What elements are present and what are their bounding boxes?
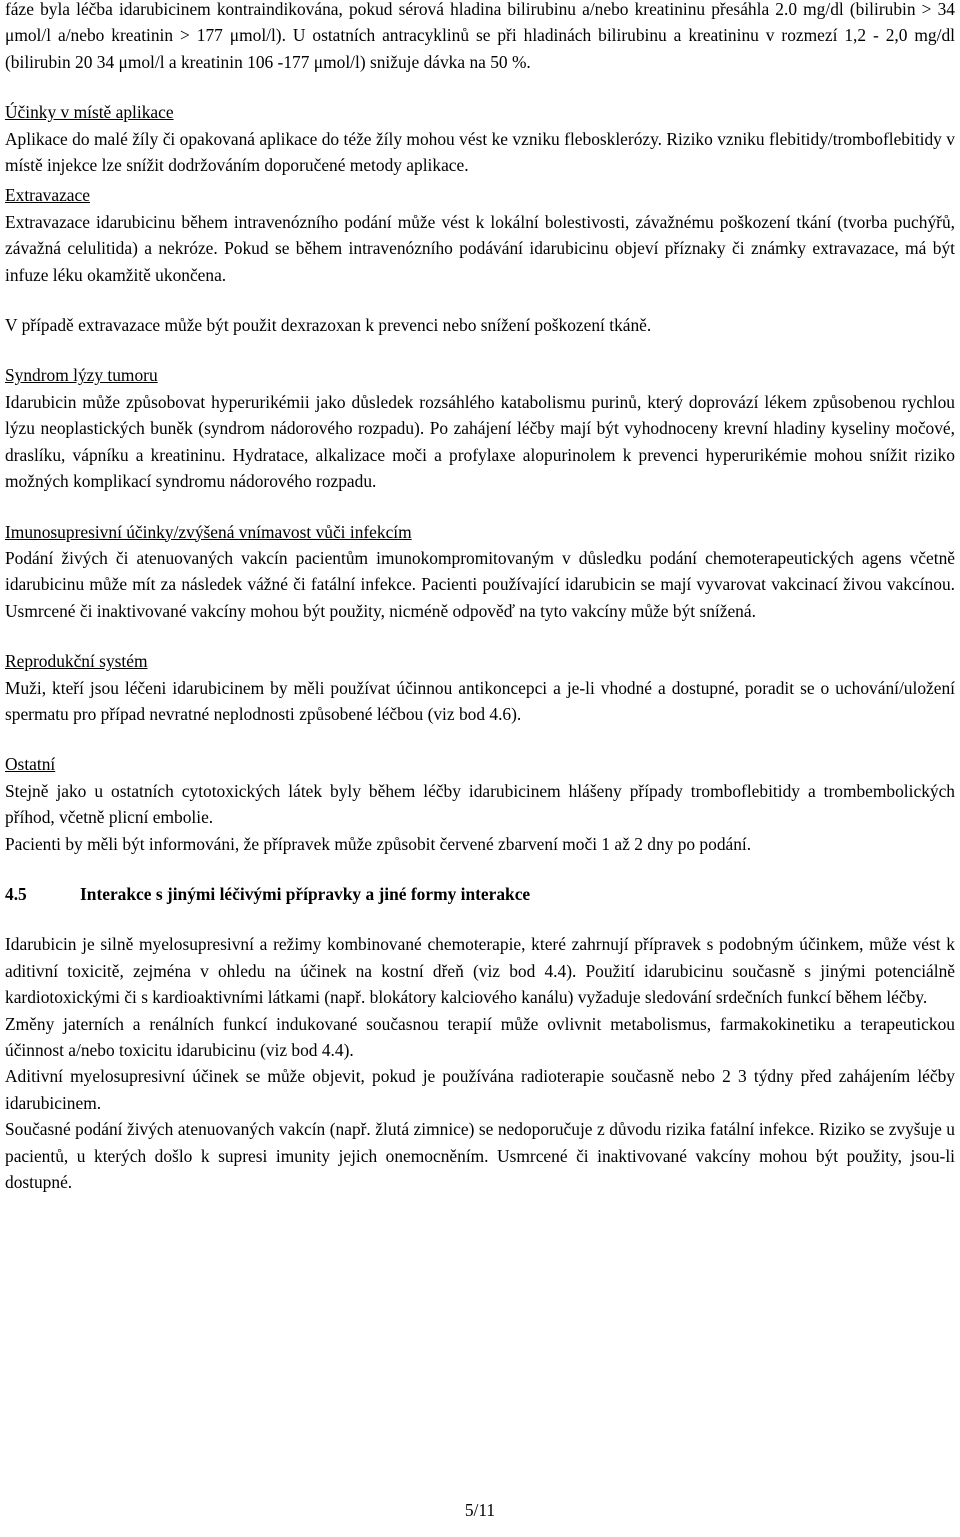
- paragraph-tumor-lysis: Idarubicin může způsobovat hyperurikémii jako důsledek rozsáhlého katabolismu purinů, který doprovází lékem způsobenou rychlou lýzu neoplastických buněk (syndrom nádorového rozpadu). Po zahájení léčby mají být vyhodnoceny krevní hladiny kyseliny močové, draslíku, vápníku a kreatininu. Hydratace, alkalizace moči a profylaxe alopurinolem k prevenci hyperurikémie mohou snížit riziko možných komplikací syndromu nádorového rozpadu.: [5, 391, 955, 492]
- section-heading-4-5: [5, 881, 955, 907]
- heading-other: Ostatní: [5, 754, 56, 775]
- page-number: 5/11: [464, 1500, 496, 1520]
- heading-reproductive: Reprodukční systém: [5, 651, 148, 672]
- paragraph-other-urine: Pacienti by měli být informováni, že přípravek může způsobit červené zbarvení moči 1 až 2 dny po podání.: [5, 833, 752, 854]
- heading-site-effects: Účinky v místě aplikace: [5, 102, 174, 123]
- paragraph-other-thrombosis: Stejně jako u ostatních cytotoxických látek byly během léčby idarubicinem hlášeny případy tromboflebitidy a trombembolických příhod, včetně plicní embolie.: [5, 780, 955, 828]
- paragraph-immunosuppression: Podání živých či atenuovaných vakcín pacientům imunokompromitovaným v důsledku podání chemoterapeutických agens včetně idarubicinu může mít za následek vážné či fatální infekce. Pacienti používající idarubicin se mají vyvarovat vakcinací živou vakcínou. Usmrcené či inaktivované vakcíny mohou být použity, nicméně odpověď na tyto vakcíny může být snížená.: [5, 547, 955, 621]
- paragraph-interactions-1: Idarubicin je silně myelosupresivní a režimy kombinované chemoterapie, které zahrnují přípravek s podobným účinkem, může vést k aditivní toxicitě, zejména v ohledu na účinek na kostní dřeň (viz bod 4.4). Použití idarubicinu současně s jinými potenciálně kardiotoxickými či s kardioaktivními látkami (např. blokátory kalciového kanálu) vyžaduje sledování srdečních funkcí během léčby.: [5, 934, 955, 1008]
- paragraph-interactions-3: Aditivní myelosupresivní účinek se může objevit, pokud je používána radioterapie současně nebo 2 3 týdny před zahájením léčby idarubicinem.: [5, 1066, 955, 1113]
- paragraph-dexrazoxane: V případě extravazace může být použit dexrazoxan k prevenci nebo snížení poškození tkáně.: [5, 315, 652, 336]
- heading-extravasation: Extravazace: [5, 185, 90, 206]
- section-number: 4.5: [5, 883, 27, 904]
- heading-tumor-lysis: Syndrom lýzy tumoru: [5, 365, 158, 386]
- section-title: Interakce s jinými léčivými přípravky a jiné formy interakce: [80, 883, 531, 904]
- paragraph-interactions-2: Změny jaterních a renálních funkcí indukované současnou terapií může ovlivnit metabolismus, farmakokinetiku a terapeutickou účinnost a/nebo toxicitu idarubicinu (viz bod 4.4).: [5, 1013, 955, 1060]
- paragraph-reproductive: Muži, kteří jsou léčeni idarubicinem by měli používat účinnou antikoncepci a je-li vhodné a dostupné, poradit se o uchování/uložení spermatu pro případ nevratné neplodnosti způsobené léčbou (viz bod 4.6).: [5, 677, 955, 724]
- paragraph-interactions-4: Současné podání živých atenuovaných vakcín (např. žlutá zimnice) se nedoporučuje z důvodu rizika fatální infekce. Riziko se zvyšuje u pacientů, u kterých došlo k supresi imunity jejich onemocněním. Usmrcené či inaktivované vakcíny mohou být použity, jsou-li dostupné.: [5, 1119, 955, 1193]
- paragraph-extravasation: Extravazace idarubicinu během intravenózního podání může vést k lokální bolestivosti, závažnému poškození tkání (tvorba puchýřů, závažná celulitida) a nekróze. Pokud se během intravenózního podávání idarubicinu objeví příznaky či známky extravazace, má být infuze léku okamžitě ukončena.: [5, 211, 955, 285]
- intro-paragraph: fáze byla léčba idarubicinem kontraindikována, pokud sérová hladina bilirubinu a/nebo kreatininu přesáhla 2.0 mg/dl (bilirubin > 34 μmol/l a/nebo kreatinin > 177 μmol/l). U ostatních antracyklinů se při hladinách bilirubinu a kreatininu v rozmezí 1,2 - 2,0 mg/dl (bilirubin 20 34 μmol/l a kreatinin 106 -177 μmol/l) snižuje dávka na 50 %.: [5, 0, 955, 72]
- document-page: [5, 0, 955, 1195]
- paragraph-site-effects: Aplikace do malé žíly či opakovaná aplikace do téže žíly mohou vést ke vzniku flebosklerózy. Riziko vzniku flebitidy/tromboflebitidy v místě injekce lze snížit dodržováním doporučené metody aplikace.: [5, 128, 955, 176]
- heading-immunosuppression: Imunosupresivní účinky/zvýšená vnímavost vůči infekcím: [5, 521, 412, 542]
